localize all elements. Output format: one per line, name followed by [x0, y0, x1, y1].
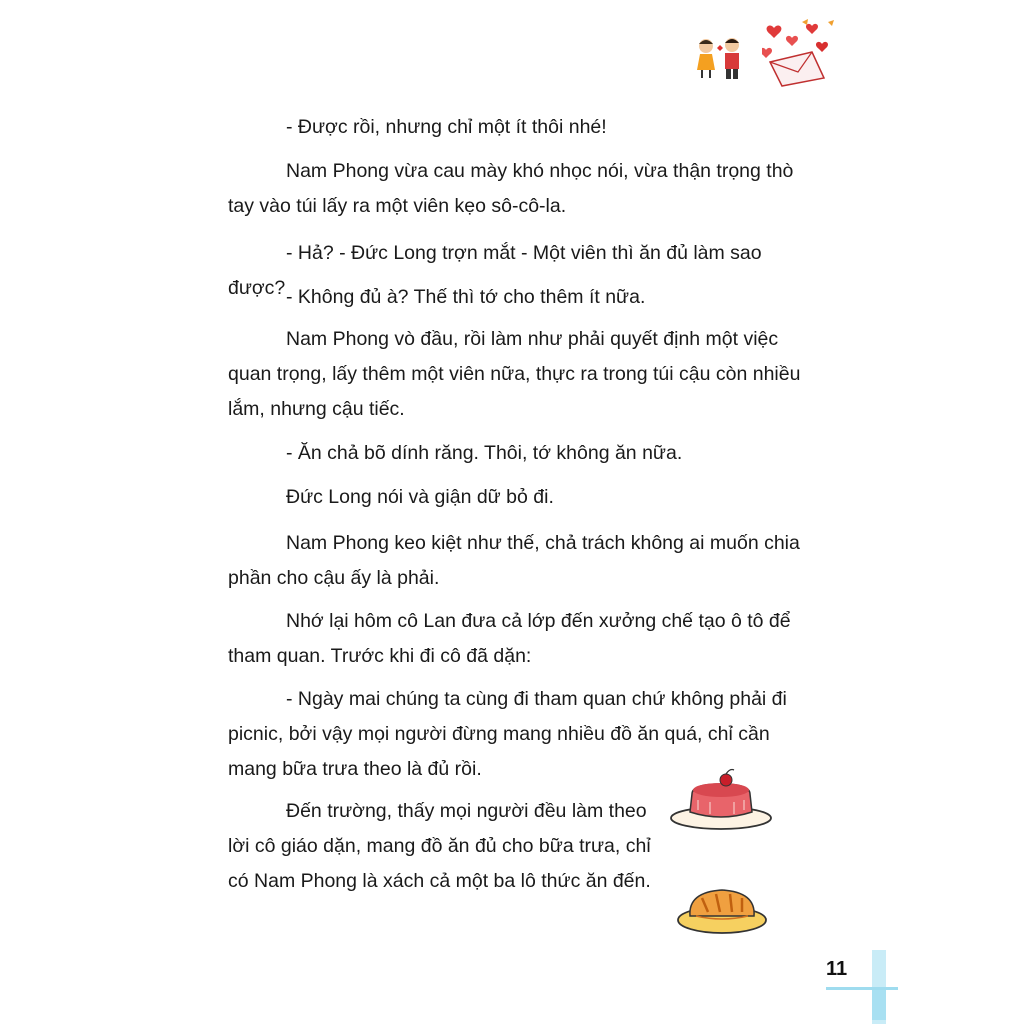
paragraph: Nhớ lại hôm cô Lan đưa cả lớp đến xưởng chế tạo ô tô để tham quan. Trước khi đi cô đã dặn: — [228, 610, 791, 667]
hearts-letter-icon — [762, 16, 838, 90]
paragraph: - Được rồi, nhưng chỉ một ít thôi nhé! — [286, 116, 607, 138]
paragraph: - Ngày mai chúng ta cùng đi tham quan chứ không phải đi picnic, bởi vậy mọi người đừng mang nhiều đồ ăn quá, chỉ cần mang bữa trưa theo là đủ rồi. — [228, 688, 787, 780]
paragraph: Đức Long nói và giận dữ bỏ đi. — [286, 486, 554, 508]
corner-accent-block — [872, 990, 886, 1020]
paragraph: - Hả? - Đức Long trợn mắt - Một viên thì ăn đủ làm sao được? — [228, 242, 762, 299]
paragraph: Nam Phong keo kiệt như thế, chả trách không ai muốn chia phần cho cậu ấy là phải. — [228, 532, 800, 589]
paragraph: Đến trường, thấy mọi người đều làm theo lời cô giáo dặn, mang đồ ăn đủ cho bữa trưa, chỉ có Nam Phong là xách cả một ba lô thức ăn đến. — [228, 800, 651, 892]
paragraph: - Không đủ à? Thế thì tớ cho thêm ít nữa. — [286, 286, 646, 308]
paragraph: Nam Phong vò đầu, rồi làm như phải quyết định một việc quan trọng, lấy thêm một viên nữa, thực ra trong túi cậu còn nhiều lắm, nhưng cậu tiếc. — [228, 328, 801, 420]
paragraph: - Ăn chả bõ dính răng. Thôi, tớ không ăn nữa. — [286, 442, 683, 464]
corner-accent-line — [826, 987, 898, 990]
bread-plate-icon — [676, 876, 768, 938]
paragraph: Nam Phong vừa cau mày khó nhọc nói, vừa thận trọng thò tay vào túi lấy ra một viên kẹo sô-cô-la. — [228, 160, 794, 217]
cake-plate-icon — [668, 766, 774, 832]
children-couple-icon — [690, 34, 750, 84]
page-number: 11 — [826, 958, 848, 980]
